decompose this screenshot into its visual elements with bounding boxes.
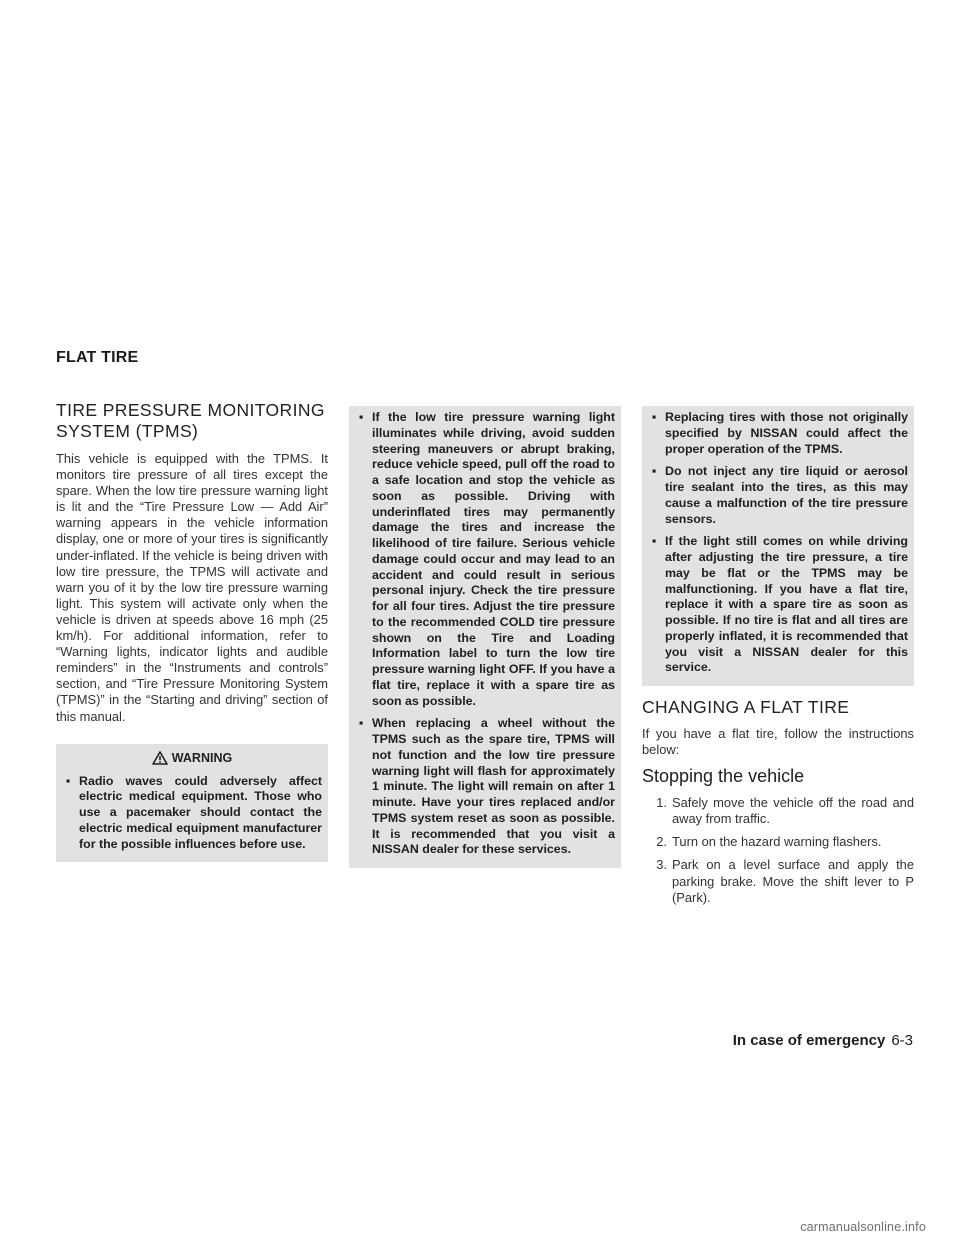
steps-list: [642, 795, 914, 906]
bullet-mark: ▪: [652, 534, 657, 549]
column-1: [56, 400, 328, 862]
warning-item-text: Radio waves could adversely affect electric medical equipment. Those who use a pacemaker should contact the electric medical equipment manufacturer for the possible influences before use.: [79, 773, 322, 851]
column-2: [349, 406, 621, 868]
watermark: carmanualsonline.info: [800, 1220, 926, 1234]
bullet-mark: ▪: [66, 773, 71, 788]
warning-item: [648, 464, 908, 527]
warning-label: WARNING: [171, 750, 233, 765]
warning-item-text: If the low tire pressure warning light illuminates while driving, avoid sudden steering maneuvers or abrupt braking, reduce vehicle speed, pull off the road to a safe location and stop the vehicle as soon as possible. Driving with underinflated tires may permanently damage the tires and increase the likelihood of tire failure. Serious vehicle damage could occur and may lead to an accident and could result in serious personal injury. Check the tire pressure for all four tires. Adjust the tire pressure to the recommended COLD tire pressure shown on the Tire and Loading Information label to turn the low tire pressure warning light OFF. If you have a flat tire, replace it with a spare tire as soon as possible.: [372, 410, 615, 708]
changing-body: If you have a flat tire, follow the instructions below:: [642, 726, 914, 758]
step-item: [642, 795, 914, 827]
footer-page-number: 6-3: [891, 1032, 913, 1049]
changing-heading: CHANGING A FLAT TIRE: [642, 697, 850, 717]
step-number: 1.: [656, 795, 667, 811]
step-item: [642, 834, 914, 850]
warning-item-text: Replacing tires with those not originally specified by NISSAN could affect the proper operation of the TPMS.: [665, 410, 908, 456]
section-title: FLAT TIRE: [56, 349, 139, 366]
warning-item: [648, 534, 908, 676]
column-3: [642, 406, 914, 913]
warning-box-1: [56, 744, 328, 863]
warning-box-3: [642, 406, 914, 686]
tpms-body: This vehicle is equipped with the TPMS. It monitors tire pressure of all tires except the spare. When the low tire pressure warning light is lit and the “Tire Pressure Low — Add Air” warning appears in the vehicle information display, one or more of your tires is significantly under-inflated. If the vehicle is being driven with low tire pressure, the TPMS will activate and warn you of it by the low tire pressure warning light. This system will activate only when the vehicle is driven at speeds above 16 mph (25 km/h). For additional information, refer to “Warning lights, indicator lights and audible reminders” in the “Instruments and controls” section, and “Tire Pressure Monitoring System (TPMS)” in the “Starting and driving” section of this manual.: [56, 451, 328, 724]
warning-item: [355, 716, 615, 858]
bullet-mark: ▪: [652, 410, 657, 424]
warning-item-text: When replacing a wheel without the TPMS such as the spare tire, TPMS will not function and the low tire pressure warning light will flash for approximately 1 minute. The light will remain on after 1 minute. Have your tires replaced and/or TPMS system reset as soon as possible. It is recommended that you visit a NISSAN dealer for these services.: [372, 716, 615, 857]
page-footer: [733, 1032, 913, 1049]
tpms-heading: [56, 400, 328, 442]
step-text: Turn on the hazard warning flashers.: [672, 834, 882, 850]
step-number: 3.: [656, 857, 667, 873]
warning-item: [62, 774, 322, 853]
warning-item: [648, 410, 908, 457]
bullet-mark: ▪: [359, 716, 364, 731]
warning-item-text: Do not inject any tire liquid or aerosol tire sealant into the tires, as this may cause a malfunction of the tire pressure sensors.: [665, 464, 908, 526]
warning-item: [355, 410, 615, 709]
step-text: Safely move the vehicle off the road and away from traffic.: [672, 795, 914, 827]
stopping-subheading: Stopping the vehicle: [642, 766, 805, 787]
warning-triangle-icon: [152, 751, 168, 765]
bullet-mark: ▪: [652, 464, 657, 479]
tpms-heading-line1: TIRE PRESSURE MONITORING: [56, 400, 325, 420]
step-number: 2.: [656, 834, 667, 850]
step-text: Park on a level surface and apply the parking brake. Move the shift lever to P (Park).: [672, 857, 914, 905]
warning-box-2: [349, 406, 621, 868]
bullet-mark: ▪: [359, 410, 364, 424]
tpms-heading-line2: SYSTEM (TPMS): [56, 421, 199, 441]
warning-item-text: If the light still comes on while driving after adjusting the tire pressure, a tire may be flat or the TPMS may be malfunctioning. If you have a flat tire, replace it with a spare tire as soon as possible. If no tire is flat and all tires are properly inflated, it is recommended that you visit a NISSAN dealer for this service.: [665, 534, 908, 675]
footer-chapter: In case of emergency: [732, 1032, 886, 1049]
step-item: [642, 857, 914, 905]
warning-header: [62, 750, 322, 766]
